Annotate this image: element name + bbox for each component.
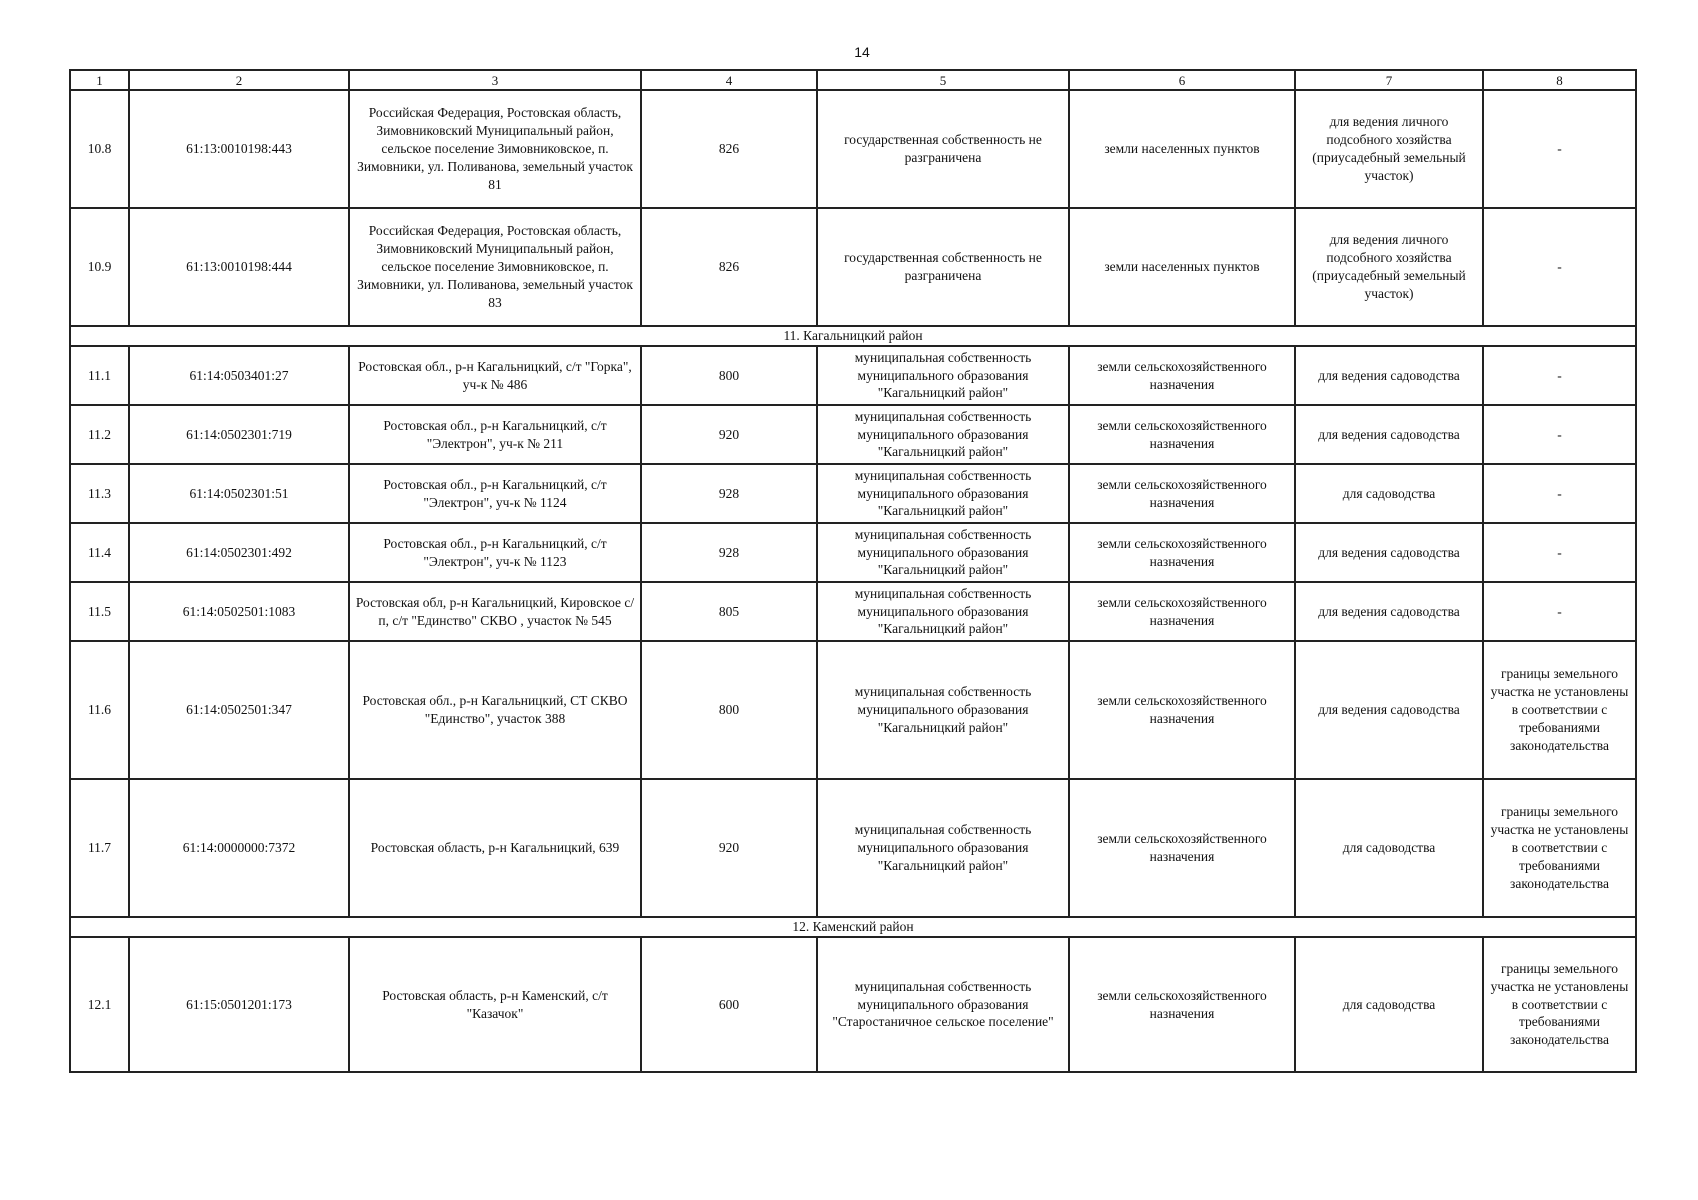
col-ownership: государственная собственность не разграничена [817, 90, 1069, 208]
col-use: для ведения личного подсобного хозяйства (приусадебный земельный участок) [1295, 90, 1483, 208]
col-note: - [1483, 90, 1636, 208]
page-number: 14 [854, 44, 870, 60]
land-plot-row [70, 779, 1636, 917]
col-area: 805 [641, 582, 817, 641]
col-use: для ведения садоводства [1295, 523, 1483, 582]
col-ownership: муниципальная собственность муниципального образования "Кагальницкий район" [817, 464, 1069, 523]
col-cadastral: 61:15:0501201:173 [129, 937, 349, 1072]
col-category: земли сельскохозяйственного назначения [1069, 582, 1295, 641]
col-ownership: муниципальная собственность муниципального образования "Кагальницкий район" [817, 405, 1069, 464]
col-note: - [1483, 523, 1636, 582]
col-address: Российская Федерация, Ростовская область, Зимовниковский Муниципальный район, сельское поселение Зимовниковское, п. Зимовники, ул. Поливанова, земельный участок 81 [349, 90, 641, 208]
col-address: Ростовская обл., р-н Кагальницкий, с/т "Электрон", уч-к № 211 [349, 405, 641, 464]
col-cadastral: 61:14:0502301:51 [129, 464, 349, 523]
land-plot-row [70, 937, 1636, 1072]
col-category: земли сельскохозяйственного назначения [1069, 641, 1295, 779]
column-number-cell: 6 [1069, 70, 1295, 90]
col-cadastral: 61:14:0502301:719 [129, 405, 349, 464]
column-number-row [70, 70, 1636, 90]
col-category: земли сельскохозяйственного назначения [1069, 523, 1295, 582]
col-cadastral: 61:14:0000000:7372 [129, 779, 349, 917]
col-category: земли сельскохозяйственного назначения [1069, 405, 1295, 464]
land-plot-row [70, 523, 1636, 582]
col-cadastral: 61:14:0503401:27 [129, 346, 349, 405]
col-number: 11.1 [70, 346, 129, 405]
district-section-title: 11. Кагальницкий район [70, 326, 1636, 346]
col-ownership: муниципальная собственность муниципального образования "Кагальницкий район" [817, 641, 1069, 779]
col-cadastral: 61:14:0502301:492 [129, 523, 349, 582]
col-use: для ведения садоводства [1295, 582, 1483, 641]
col-note: - [1483, 346, 1636, 405]
land-plot-row [70, 641, 1636, 779]
col-cadastral: 61:14:0502501:347 [129, 641, 349, 779]
col-area: 800 [641, 346, 817, 405]
col-address: Ростовская область, р-н Каменский, с/т "Казачок" [349, 937, 641, 1072]
column-number-cell: 4 [641, 70, 817, 90]
col-category: земли сельскохозяйственного назначения [1069, 779, 1295, 917]
col-use: для садоводства [1295, 779, 1483, 917]
col-address: Российская Федерация, Ростовская область, Зимовниковский Муниципальный район, сельское поселение Зимовниковское, п. Зимовники, ул. Поливанова, земельный участок 83 [349, 208, 641, 326]
col-area: 920 [641, 405, 817, 464]
col-ownership: государственная собственность не разграничена [817, 208, 1069, 326]
col-address: Ростовская обл., р-н Кагальницкий, с/т "Горка", уч-к № 486 [349, 346, 641, 405]
col-category: земли сельскохозяйственного назначения [1069, 937, 1295, 1072]
col-area: 800 [641, 641, 817, 779]
col-ownership: муниципальная собственность муниципального образования "Кагальницкий район" [817, 346, 1069, 405]
col-area: 826 [641, 90, 817, 208]
col-address: Ростовская обл, р-н Кагальницкий, Кировское с/п, с/т "Единство" СКВО , участок № 545 [349, 582, 641, 641]
district-section-title: 12. Каменский район [70, 917, 1636, 937]
col-use: для садоводства [1295, 937, 1483, 1072]
col-ownership: муниципальная собственность муниципального образования "Кагальницкий район" [817, 523, 1069, 582]
col-number: 10.8 [70, 90, 129, 208]
land-plot-row [70, 90, 1636, 208]
col-use: для ведения садоводства [1295, 346, 1483, 405]
col-use: для ведения садоводства [1295, 641, 1483, 779]
land-plot-row [70, 346, 1636, 405]
column-number-cell: 7 [1295, 70, 1483, 90]
column-number-cell: 2 [129, 70, 349, 90]
col-number: 11.6 [70, 641, 129, 779]
land-plots-table [69, 69, 1637, 1073]
col-note: - [1483, 582, 1636, 641]
col-area: 928 [641, 464, 817, 523]
col-address: Ростовская обл., р-н Кагальницкий, СТ СКВО "Единство", участок 388 [349, 641, 641, 779]
col-area: 920 [641, 779, 817, 917]
col-address: Ростовская обл., р-н Кагальницкий, с/т "Электрон", уч-к № 1124 [349, 464, 641, 523]
col-note: границы земельного участка не установлены в соответствии с требованиями законодательства [1483, 779, 1636, 917]
district-section-row [70, 917, 1636, 937]
column-number-cell: 5 [817, 70, 1069, 90]
col-category: земли населенных пунктов [1069, 90, 1295, 208]
col-category: земли населенных пунктов [1069, 208, 1295, 326]
land-plot-row [70, 208, 1636, 326]
column-number-cell: 1 [70, 70, 129, 90]
col-area: 826 [641, 208, 817, 326]
col-use: для садоводства [1295, 464, 1483, 523]
col-note: границы земельного участка не установлены в соответствии с требованиями законодательства [1483, 641, 1636, 779]
col-address: Ростовская область, р-н Кагальницкий, 639 [349, 779, 641, 917]
col-number: 11.7 [70, 779, 129, 917]
land-plot-row [70, 464, 1636, 523]
col-use: для ведения личного подсобного хозяйства (приусадебный земельный участок) [1295, 208, 1483, 326]
col-cadastral: 61:13:0010198:444 [129, 208, 349, 326]
col-area: 928 [641, 523, 817, 582]
table-body [70, 70, 1636, 1072]
col-category: земли сельскохозяйственного назначения [1069, 464, 1295, 523]
col-ownership: муниципальная собственность муниципального образования "Кагальницкий район" [817, 582, 1069, 641]
col-ownership: муниципальная собственность муниципального образования "Старостаничное сельское поселение" [817, 937, 1069, 1072]
col-ownership: муниципальная собственность муниципального образования "Кагальницкий район" [817, 779, 1069, 917]
column-number-cell: 3 [349, 70, 641, 90]
col-number: 11.2 [70, 405, 129, 464]
col-cadastral: 61:13:0010198:443 [129, 90, 349, 208]
col-area: 600 [641, 937, 817, 1072]
column-number-cell: 8 [1483, 70, 1636, 90]
col-cadastral: 61:14:0502501:1083 [129, 582, 349, 641]
district-section-row [70, 326, 1636, 346]
col-number: 12.1 [70, 937, 129, 1072]
col-number: 11.4 [70, 523, 129, 582]
col-category: земли сельскохозяйственного назначения [1069, 346, 1295, 405]
land-plot-row [70, 405, 1636, 464]
col-note: границы земельного участка не установлены в соответствии с требованиями законодательства [1483, 937, 1636, 1072]
col-use: для ведения садоводства [1295, 405, 1483, 464]
col-number: 11.5 [70, 582, 129, 641]
col-number: 10.9 [70, 208, 129, 326]
col-address: Ростовская обл., р-н Кагальницкий, с/т "Электрон", уч-к № 1123 [349, 523, 641, 582]
col-note: - [1483, 208, 1636, 326]
col-note: - [1483, 464, 1636, 523]
col-number: 11.3 [70, 464, 129, 523]
col-note: - [1483, 405, 1636, 464]
land-plot-row [70, 582, 1636, 641]
